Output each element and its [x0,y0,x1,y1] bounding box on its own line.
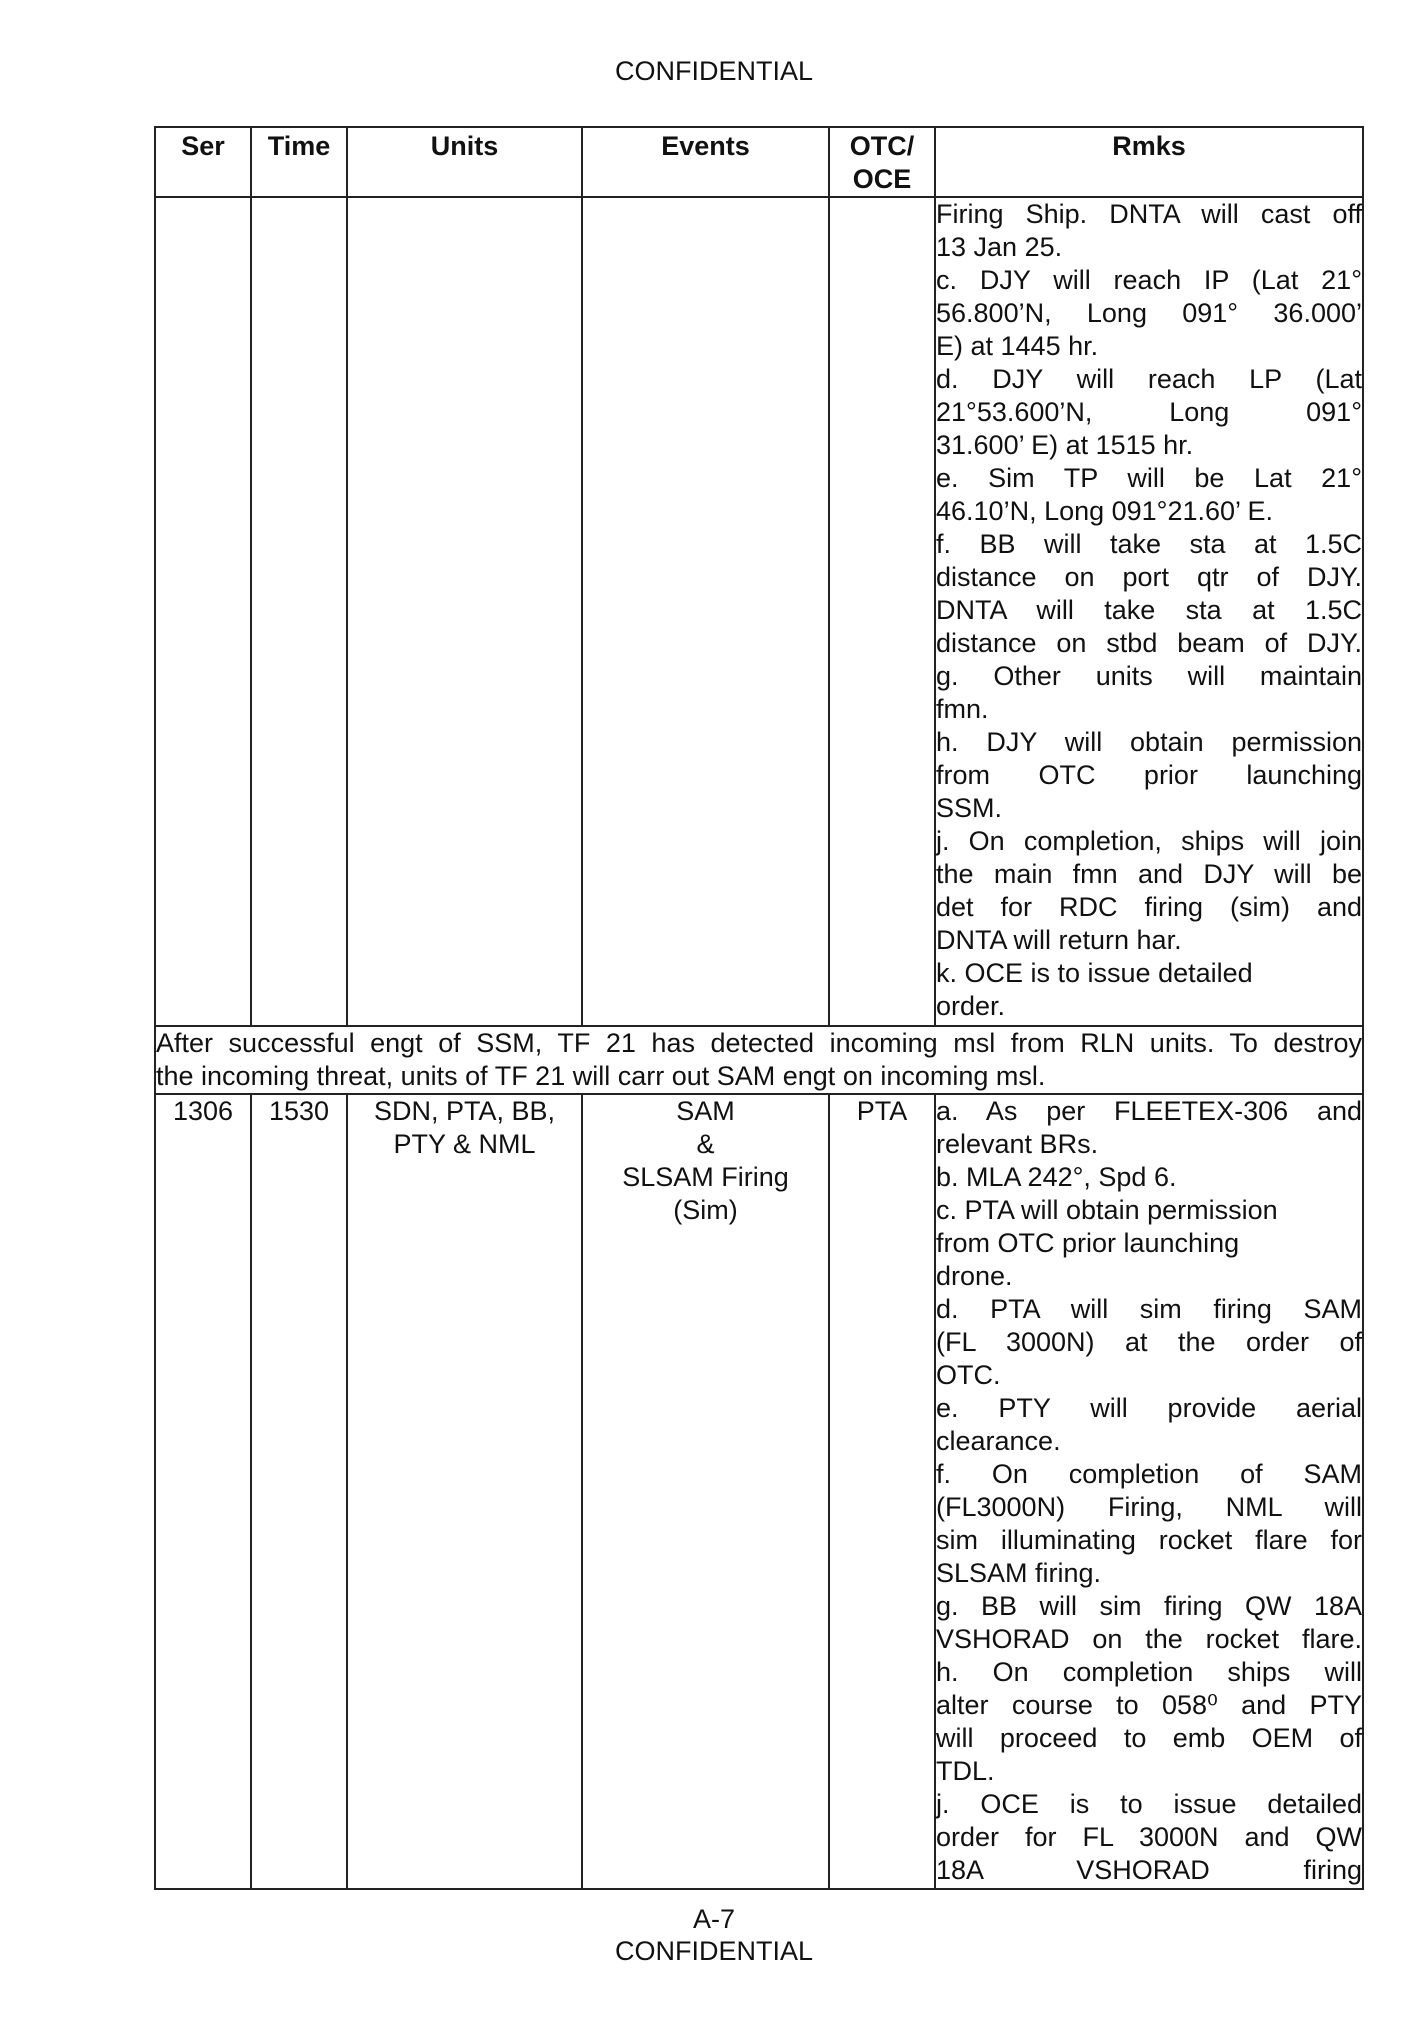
header-otc-line1: OTC/ [849,131,915,161]
rmks-line: 46.10’N, Long 091°21.60’ E. [936,496,1274,526]
rmks-line: g. BB will sim firing QW 18A [936,1591,1362,1621]
rmks-line: order. [936,991,1006,1021]
rmks-line: TDL. [936,1756,995,1786]
header-otc-line2: OCE [852,164,912,194]
narrative-line: the incoming threat, units of TF 21 will carr out SAM engt on incoming msl. [156,1061,1046,1091]
rmks-line: Firing Ship. DNTA will cast off [936,199,1362,229]
rmks-line: the main fmn and DJY will be [936,859,1362,889]
cell-events [582,1094,829,1889]
rmks-line: alter course to 058⁰ and PTY [936,1690,1362,1720]
rmks-line: a. As per FLEETEX-306 and [936,1096,1362,1126]
rmks-line: d. DJY will reach LP (Lat [936,364,1362,394]
rmks-line: E) at 1445 hr. [936,331,1099,361]
narrative-cell [155,1026,1363,1094]
narrative-line: After successful engt of SSM, TF 21 has detected incoming msl from RLN units. To destroy [156,1028,1362,1058]
cell-units [347,1094,582,1889]
units-line: SDN, PTA, BB, [373,1096,556,1126]
cell-events [582,197,829,1026]
rmks-line: SSM. [936,793,1003,823]
rmks-line: order for FL 3000N and QW [936,1822,1362,1852]
rmks-line: distance on stbd beam of DJY. [936,628,1362,658]
rmks-line: SLSAM firing. [936,1558,1102,1588]
table-header-row [155,127,1363,197]
rmks-line: DNTA will return har. [936,925,1182,955]
cell-ser [155,197,251,1026]
units-line: PTY & NML [393,1129,536,1159]
rmks-line: relevant BRs. [936,1129,1099,1159]
table-row [155,197,1363,1026]
table-row [155,1094,1363,1889]
page-number: A-7 [692,1904,736,1934]
rmks-line: 31.600’ E) at 1515 hr. [936,430,1194,460]
rmks-line: j. OCE is to issue detailed [936,1789,1362,1819]
narrative-row [155,1026,1363,1094]
rmks-line: DNTA will take sta at 1.5C [936,595,1362,625]
rmks-line: (FL 3000N) at the order of [936,1327,1362,1357]
rmks-line: (FL3000N) Firing, NML will [936,1492,1362,1522]
rmks-line: from OTC prior launching [936,760,1362,790]
rmks-line: sim illuminating rocket flare for [936,1525,1362,1555]
cell-units [347,197,582,1026]
rmks-line: e. Sim TP will be Lat 21° [936,463,1362,493]
cell-time: 1530 [251,1094,347,1889]
rmks-line: distance on port qtr of DJY. [936,562,1362,592]
classification-footer: CONFIDENTIAL [614,1936,814,1966]
rmks-line: clearance. [936,1426,1061,1456]
cell-otc [829,197,935,1026]
cell-time [251,197,347,1026]
rmks-line: from OTC prior launching [936,1228,1240,1258]
rmks-line: 21°53.600’N, Long 091° [936,397,1362,427]
rmks-line: f. BB will take sta at 1.5C [936,529,1362,559]
rmks-line: h. On completion ships will [936,1657,1362,1687]
events-line: SAM [676,1096,735,1126]
rmks-line: j. On completion, ships will join [936,826,1362,856]
rmks-line: VSHORAD on the rocket flare. [936,1624,1362,1654]
header-ser: Ser [155,127,251,197]
rmks-line: c. DJY will reach IP (Lat 21° [936,265,1362,295]
cell-rmks [935,197,1363,1026]
rmks-line: 13 Jan 25. [936,232,1063,262]
cell-rmks [935,1094,1363,1889]
events-line: (Sim) [673,1195,738,1225]
rmks-line: g. Other units will maintain [936,661,1362,691]
events-line: SLSAM Firing [622,1162,789,1192]
rmks-line: det for RDC firing (sim) and [936,892,1362,922]
rmks-line: will proceed to emb OEM of [936,1723,1362,1753]
header-otc-oce [829,127,935,197]
rmks-line: e. PTY will provide aerial [936,1393,1362,1423]
schedule-table [154,126,1364,1890]
header-events: Events [582,127,829,197]
rmks-line: 18A VSHORAD firing [936,1855,1362,1885]
header-time: Time [251,127,347,197]
rmks-line: 56.800’N, Long 091° 36.000’ [936,298,1362,328]
rmks-line: k. OCE is to issue detailed [936,958,1253,988]
rmks-line: c. PTA will obtain permission [936,1195,1278,1225]
rmks-line: fmn. [936,694,989,724]
rmks-line: d. PTA will sim firing SAM [936,1294,1362,1324]
rmks-line: b. MLA 242°, Spd 6. [936,1162,1177,1192]
header-units: Units [347,127,582,197]
rmks-line: f. On completion of SAM [936,1459,1362,1489]
classification-header: CONFIDENTIAL [614,56,814,86]
events-line: & [696,1129,715,1159]
header-rmks: Rmks [935,127,1363,197]
rmks-line: OTC. [936,1360,1001,1390]
cell-otc: PTA [829,1094,935,1889]
rmks-line: drone. [936,1261,1013,1291]
cell-ser: 1306 [155,1094,251,1889]
rmks-line: h. DJY will obtain permission [936,727,1362,757]
